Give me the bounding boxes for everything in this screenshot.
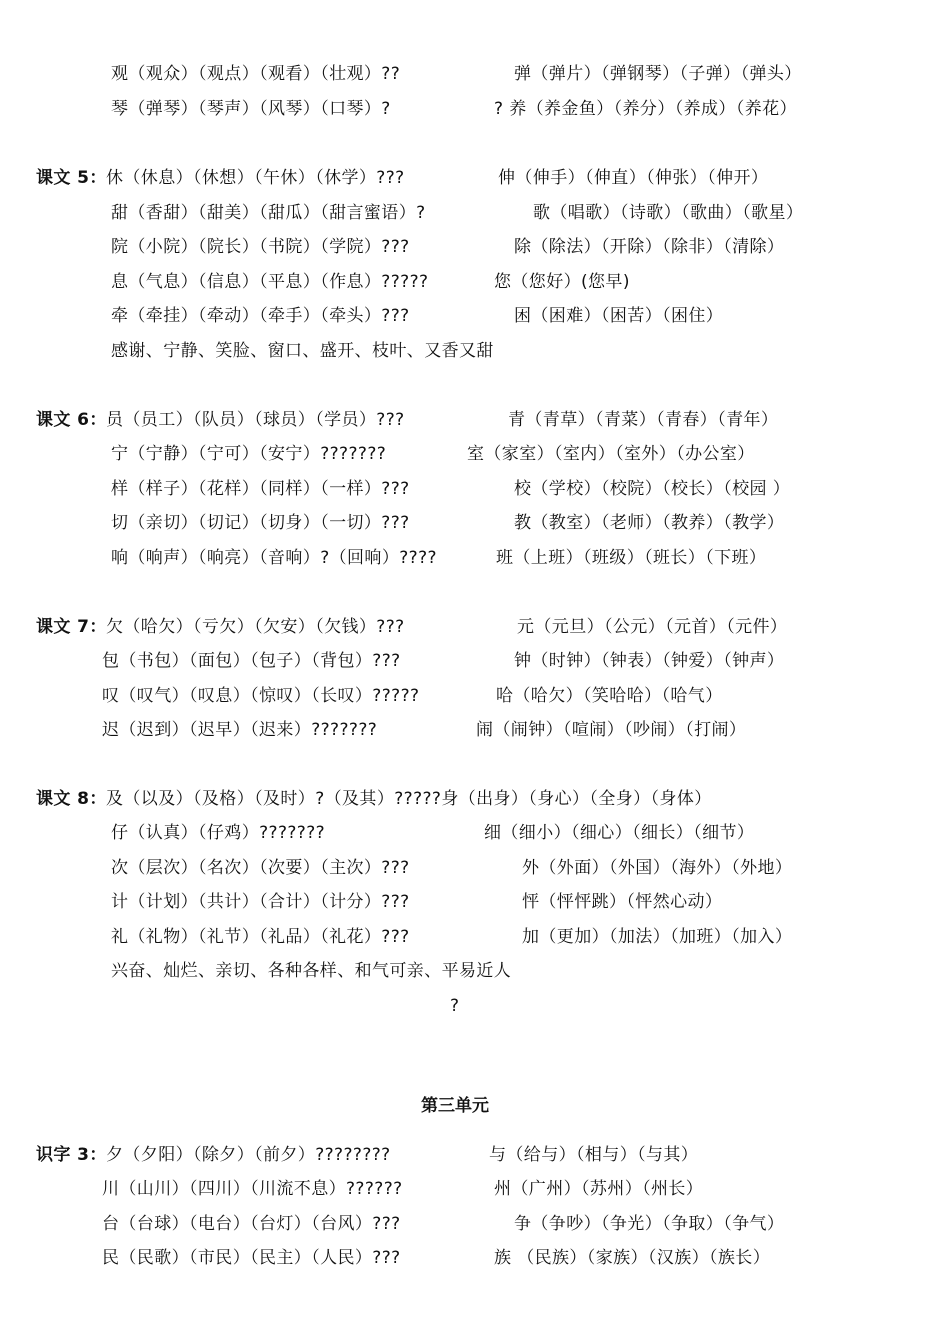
vocab-line-left: 夕（夕阳）（除夕）（前夕）???????? [106,1145,391,1165]
vocab-line-left: 观（观众）（观点）（观看）（壮观）?? [111,64,401,84]
vocab-line-right: 族 （民族）（家族）（汉族）（族长） [494,1248,771,1268]
lesson-5-words: 感谢、宁静、笑脸、窗口、盛开、枝叶、又香又甜 [111,341,494,361]
lesson-6-label: 课文 6： [36,410,107,430]
vocab-line-left: 休（休息）（休想）（午休）（休学）??? [106,168,405,188]
vocab-line-left: 琴（弹琴）（琴声）（风琴）（口琴）? [111,99,391,119]
vocab-line-right: 州（广州）（苏州）（州长） [494,1179,704,1199]
vocab-line-left: 牵（牵挂）（牵动）（牵手）（牵头）??? [111,306,410,326]
vocab-line-left: 迟（迟到）（迟早）（迟来）??????? [102,720,378,740]
vocab-line-left: 川（山川）（四川）（川流不息）?????? [102,1179,403,1199]
vocab-line-left: 次（层次）（名次）（次要）（主次）??? [111,858,410,878]
vocab-line-right: 钟（时钟）（钟表）（钟爱）（钟声） [514,651,785,671]
vocab-line-right: 困（困难）（困苦）（困住） [514,306,724,326]
vocab-line-left: 包（书包）（面包）（包子）（背包）??? [102,651,401,671]
vocab-line-right: 班（上班）（班级）（班长）（下班） [496,548,767,568]
vocab-line-right: 与（给与）（相与）（与其） [489,1145,699,1165]
vocab-line-right: 除（除法）（开除）（除非）（清除） [514,237,785,257]
vocab-line-left: 欠（哈欠）（亏欠）（欠安）（欠钱）??? [106,617,405,637]
lesson-8-label: 课文 8： [36,789,107,809]
lesson-5-label: 课文 5： [36,168,107,188]
vocab-line-left: 样（样子）（花样）（同样）（一样）??? [111,479,410,499]
vocab-line-left: 仔（认真）（仔鸡）??????? [111,823,326,843]
vocab-line-right: 弹（弹片）（弹钢琴）（子弹）（弹头） [514,64,802,84]
literacy-3-label: 识字 3： [36,1145,107,1165]
vocab-line-left: 响（响声）（响亮）（音响）?（回响）???? [111,548,437,568]
vocab-line-left: 台（台球）（电台）（台灯）（台风）??? [102,1214,401,1234]
vocab-line-right: 怦（怦怦跳）（怦然心动） [522,892,723,912]
vocab-line-right: 外（外面）（外国）（海外）（外地） [522,858,793,878]
vocab-line-left: 甜（香甜）（甜美）（甜瓜）（甜言蜜语）? [111,203,426,223]
vocab-line-right: 闹（闹钟）（喧闹）（吵闹）（打闹） [476,720,747,740]
vocab-line-right: 伸（伸手）（伸直）（伸张）（伸开） [498,168,769,188]
vocab-line-right: 元（元旦）（公元）（元首）（元件） [517,617,788,637]
vocab-line-left: 院（小院）（院长）（书院）（学院）??? [111,237,410,257]
vocab-line-left: 切（亲切）（切记）（切身）（一切）??? [111,513,410,533]
unit-3-heading: 第三单元 [421,1096,489,1116]
vocab-line-right: 教（教室）（老师）（教养）（教学） [514,513,785,533]
vocab-line-left: 宁（宁静）（宁可）（安宁）??????? [111,444,387,464]
vocab-line-right: ? 养（养金鱼）（养分）（养成）（养花） [494,99,797,119]
vocab-line-left: 及（以及）（及格）（及时）?（及其）?????身（出身）（身心）（全身）（身体） [106,789,712,809]
vocab-line-left: 民（民歌）（市民）（民主）（人民）??? [102,1248,401,1268]
vocab-line-right: 校（学校）（校院）（校长）（校园 ） [514,479,791,499]
vocab-line-left: 礼（礼物）（礼节）（礼品）（礼花）??? [111,927,410,947]
vocab-line-right: 青（青草）（青菜）（青春）（青年） [508,410,779,430]
vocab-line-right: 室（家室）（室内）（室外）（办公室） [467,444,755,464]
vocab-line-right: 哈（哈欠）（笑哈哈）（哈气） [496,686,723,706]
vocab-line-left: 叹（叹气）（叹息）（惊叹）（长叹）????? [102,686,420,706]
vocab-line-right: 您（您好）(您早) [494,272,630,292]
vocab-line-left: 计（计划）（共计）（合计）（计分）??? [111,892,410,912]
lesson-7-label: 课文 7： [36,617,107,637]
stray-question-mark: ? [450,996,460,1016]
lesson-8-words: 兴奋、灿烂、亲切、各种各样、和气可亲、平易近人 [111,961,512,981]
vocab-line-right: 细（细小）（细心）（细长）（细节） [484,823,755,843]
vocab-line-right: 加（更加）（加法）（加班）（加入） [522,927,793,947]
vocab-line-left: 员（员工）（队员）（球员）（学员）??? [106,410,405,430]
vocab-line-right: 争（争吵）（争光）（争取）（争气） [514,1214,785,1234]
vocab-line-left: 息（气息）（信息）（平息）（作息）????? [111,272,429,292]
vocab-line-right: 歌（唱歌）（诗歌）（歌曲）（歌星） [533,203,804,223]
